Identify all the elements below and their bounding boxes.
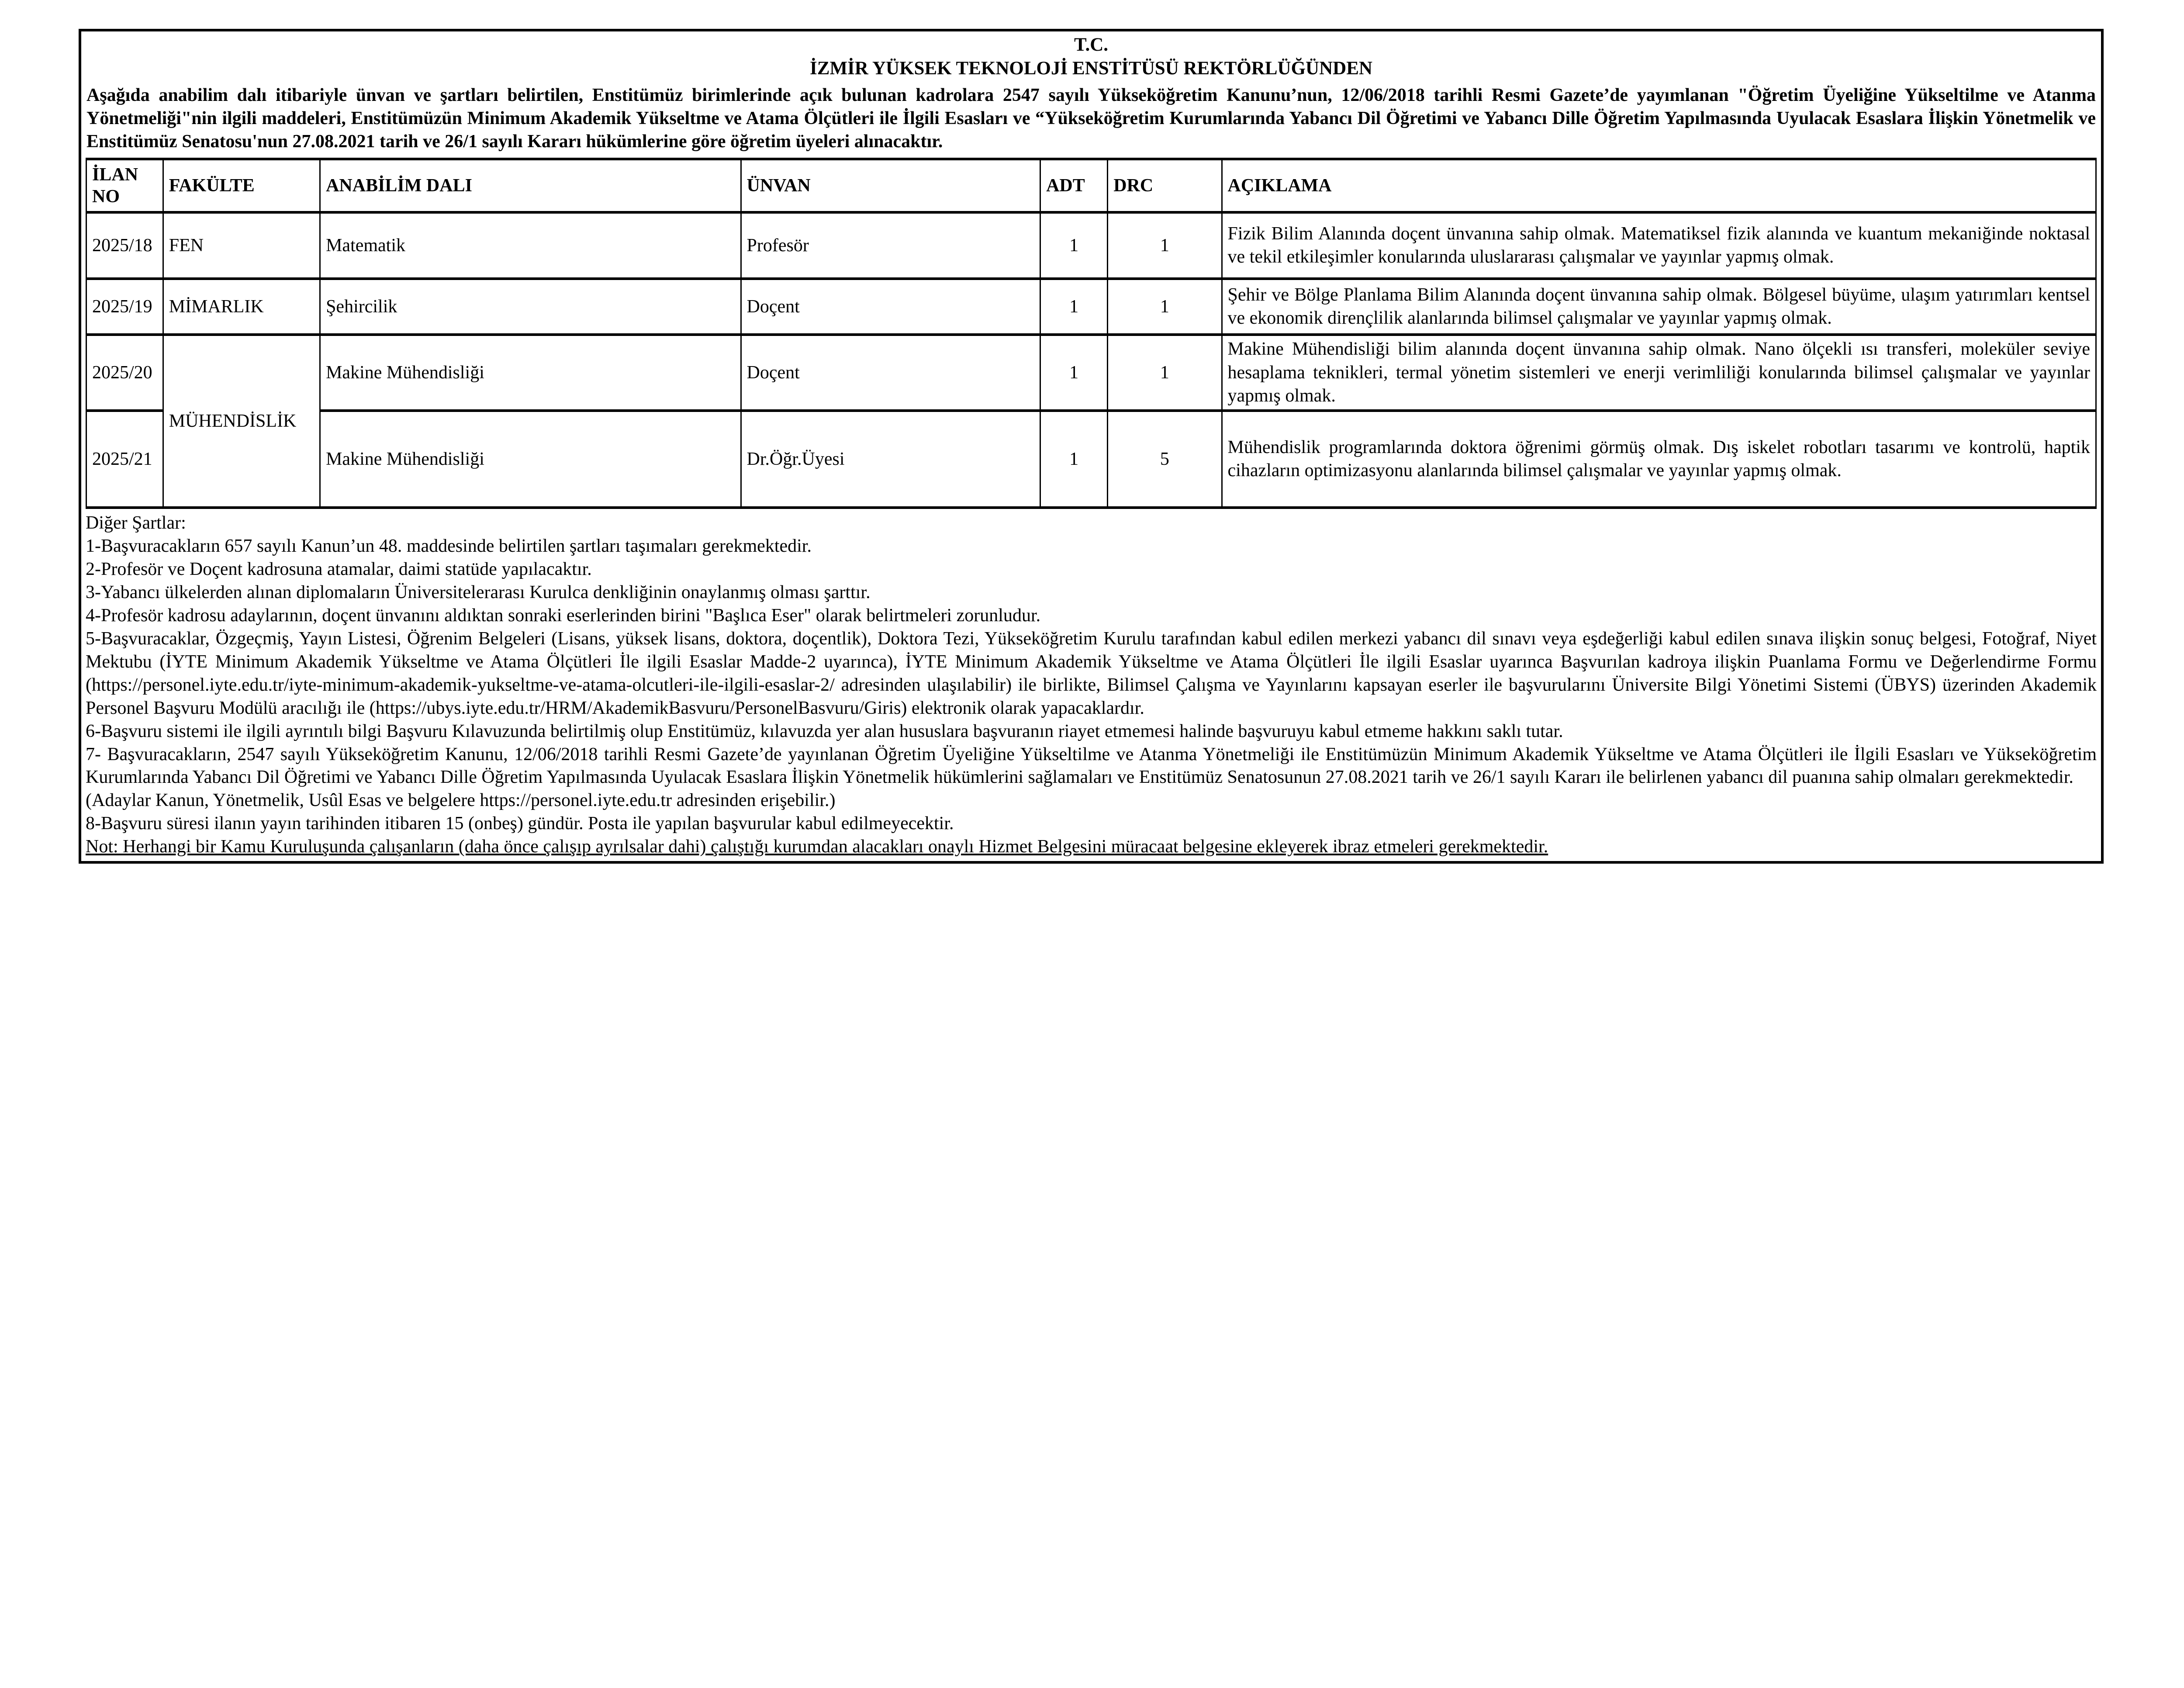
other-conditions-heading: Diğer Şartlar:: [86, 513, 186, 533]
condition-item-2: 2-Profesör ve Doçent kadrosuna atamalar, daimi statüde yapılacaktır.: [86, 559, 592, 580]
table-row: [86, 212, 2096, 279]
footnote-note: Not: Herhangi bir Kamu Kuruluşunda çalışanların (daha önce çalışıp ayrılsalar dahi) çalıştığı kurumdan alacakları onaylı Hizmet Belgesini müracaat belgesine ekleyerek ibraz etmeleri gerekmektedir.: [86, 837, 1548, 857]
cell-drc: 1: [1108, 279, 1222, 335]
condition-item-4: 4-Profesör kadrosu adaylarının, doçent ünvanını aldıktan sonraki eserlerinden birini "Başlıca Eser" olarak belirtmeleri zorunludur.: [86, 605, 1041, 626]
cell-anabilim-dali: Şehircilik: [320, 279, 741, 335]
cell-fakulte: FEN: [163, 212, 320, 279]
intro-paragraph: Aşağıda anabilim dalı itibariyle ünvan ve şartları belirtilen, Enstitümüz birimlerinde açık bulunan kadrolara 2547 sayılı Yükseköğretim Kanunu’nun, 12/06/2018 tarihli Resmi Gazete’de yayımlanan "Öğretim Üyeliğine Yükseltilme ve Atanma Yönetmeliği"nin ilgili maddeleri, Enstitümüzün Minimum Akademik Yükseltme ve Atama Ölçütleri ile İlgili Esasları ve “Yükseköğretim Kurumlarında Yabancı Dil Öğretimi ve Yabancı Dille Öğretim Yapılmasında Uyulacak Esaslara İlişkin Yönetmelik ve Enstitümüz Senatosu'nun 27.08.2021 tarih ve 26/1 sayılı Kararı hükümlerine göre öğretim üyeleri alınacaktır.: [86, 85, 2096, 152]
cell-anabilim-dali: Makine Mühendisliği: [320, 411, 741, 508]
cell-aciklama: Fizik Bilim Alanında doçent ünvanına sahip olmak. Matematiksel fizik alanında ve kuantum mekaniğinde noktasal ve tekil etkileşimler konularında uluslararası çalışmalar ve yayınlar yapmış olmak.: [1222, 212, 2096, 279]
cell-drc: 1: [1108, 212, 1222, 279]
title-tc: T.C.: [1074, 35, 1109, 55]
table-row: [86, 411, 2096, 508]
cell-unvan: Dr.Öğr.Üyesi: [741, 411, 1040, 508]
condition-item-7-continuation: (Adaylar Kanun, Yönetmelik, Usûl Esas ve belgelere https://personel.iyte.edu.tr adresinden erişebilir.): [86, 790, 836, 811]
cell-drc: 5: [1108, 411, 1222, 508]
cell-fakulte: MİMARLIK: [163, 279, 320, 335]
cell-anabilim-dali: Matematik: [320, 212, 741, 279]
cell-ilan-no: 2025/19: [86, 279, 163, 335]
table-row: [86, 335, 2096, 411]
cell-aciklama: Makine Mühendisliği bilim alanında doçent ünvanına sahip olmak. Nano ölçekli ısı transferi, moleküler seviye hesaplama teknikleri, termal yönetim sistemleri ve enerji verimliliği konularında bilimsel çalışmalar ve yayınlar yapmış olmak.: [1222, 335, 2096, 411]
condition-item-6: 6-Başvuru sistemi ile ilgili ayrıntılı bilgi Başvuru Kılavuzunda belirtilmiş olup Enstitümüz, kılavuzda yer alan hususlara başvuranın riayet etmemesi halinde başvuruyu kabul etmeme hakkını saklı tutar.: [86, 721, 1563, 741]
cell-drc: 1: [1108, 335, 1222, 411]
col-header-fakulte: FAKÜLTE: [163, 159, 320, 212]
col-header-ilan-no: İLAN NO: [86, 159, 163, 212]
cell-unvan: Profesör: [741, 212, 1040, 279]
positions-table: [86, 158, 2097, 509]
other-conditions-section: [86, 512, 2097, 858]
cell-ilan-no: 2025/20: [86, 335, 163, 411]
cell-unvan: Doçent: [741, 279, 1040, 335]
table-row: [86, 279, 2096, 335]
condition-item-3: 3-Yabancı ülkelerden alınan diplomaların Üniversitelerarası Kurulca denkliğinin onaylanmış olması şarttır.: [86, 582, 871, 603]
cell-adt: 1: [1040, 212, 1108, 279]
col-header-drc: DRC: [1108, 159, 1222, 212]
condition-item-1: 1-Başvuracakların 657 sayılı Kanun’un 48. maddesinde belirtilen şartları taşımaları gerekmektedir.: [86, 536, 812, 557]
cell-ilan-no: 2025/18: [86, 212, 163, 279]
col-header-adt: ADT: [1040, 159, 1108, 212]
condition-item-5: 5-Başvuracaklar, Özgeçmiş, Yayın Listesi, Öğrenim Belgeleri (Lisans, yüksek lisans, doktora, doçentlik), Doktora Tezi, Yükseköğretim Kurulu tarafından kabul edilen merkezi yabancı dil sınavı veya eşdeğerliği kabul edilen sınava ilişkin sonuç belgesi, Fotoğraf, Niyet Mektubu (İYTE Minimum Akademik Yükseltme ve Atama Ölçütleri İle ilgili Esaslar Madde-2 uyarınca), İYTE Minimum Akademik Yükseltme ve Atama Ölçütleri İle ilgili Esaslar uyarınca Başvurılan kadroya ilişkin Puanlama Formu ve Değerlendirme Formu (https://personel.iyte.edu.tr/iyte-minimum-akademik-yukseltme-ve-atama-olcutleri-ile-ilgili-esaslar-2/ adresinden ulaşılabilir) ile birlikte, Bilimsel Çalışma ve Yayınlarını kapsayan eserler ile başvurularını Üniversite Bilgi Yönetimi Sistemi (ÜBYS) üzerinden Akademik Personel Başvuru Modülü aracılığı ile (https://ubys.iyte.edu.tr/HRM/AkademikBasvuru/PersonelBasvuru/Giris) elektronik olarak yapacaklardır.: [86, 629, 2097, 718]
col-header-anabilim-dali: ANABİLİM DALI: [320, 159, 741, 212]
announcement-document: [79, 29, 2104, 864]
cell-aciklama: Mühendislik programlarında doktora öğrenimi görmüş olmak. Dış iskelet robotları tasarımı ve kontrolü, haptik cihazların optimizasyonu alanlarında bilimsel çalışmalar ve yayınlar yapmış olmak.: [1222, 411, 2096, 508]
cell-anabilim-dali: Makine Mühendisliği: [320, 335, 741, 411]
condition-item-7: 7- Başvuracakların, 2547 sayılı Yükseköğretim Kanunu, 12/06/2018 tarihli Resmi Gazete’de yayınlanan Öğretim Üyeliğine Yükseltilme ve Atanma Yönetmeliği ile Enstitümüzün Minimum Akademik Yükseltme ve Atama Ölçütleri ile İlgili Esasları ve Yükseköğretim Kurumlarında Yabancı Dil Öğretimi ve Yabancı Dille Öğretim Yapılmasında Uyulacak Esaslara İlişkin Yönetmelik hükümlerini sağlamaları ve Enstitümüz Senatosunun 27.08.2021 tarih ve 26/1 sayılı Kararı ile belirlenen yabancı dil puanına sahip olmaları gerekmektedir.: [86, 744, 2097, 788]
condition-item-8: 8-Başvuru süresi ilanın yayın tarihinden itibaren 15 (onbeş) gündür. Posta ile yapılan başvurular kabul edilmeyecektir.: [86, 813, 954, 834]
cell-fakulte-merged: MÜHENDİSLİK: [163, 335, 320, 508]
cell-unvan: Doçent: [741, 335, 1040, 411]
cell-adt: 1: [1040, 411, 1108, 508]
cell-ilan-no: 2025/21: [86, 411, 163, 508]
title-institution: İZMİR YÜKSEK TEKNOLOJİ ENSTİTÜSÜ REKTÖRLÜĞÜNDEN: [810, 58, 1372, 79]
cell-adt: 1: [1040, 335, 1108, 411]
col-header-unvan: ÜNVAN: [741, 159, 1040, 212]
cell-aciklama: Şehir ve Bölge Planlama Bilim Alanında doçent ünvanına sahip olmak. Bölgesel büyüme, ulaşım yatırımları kentsel ve ekonomik dirençlilik alanlarında bilimsel çalışmalar ve yayınlar yapmış olmak.: [1222, 279, 2096, 335]
table-header-row: [86, 159, 2096, 212]
col-header-aciklama: AÇIKLAMA: [1222, 159, 2096, 212]
cell-adt: 1: [1040, 279, 1108, 335]
